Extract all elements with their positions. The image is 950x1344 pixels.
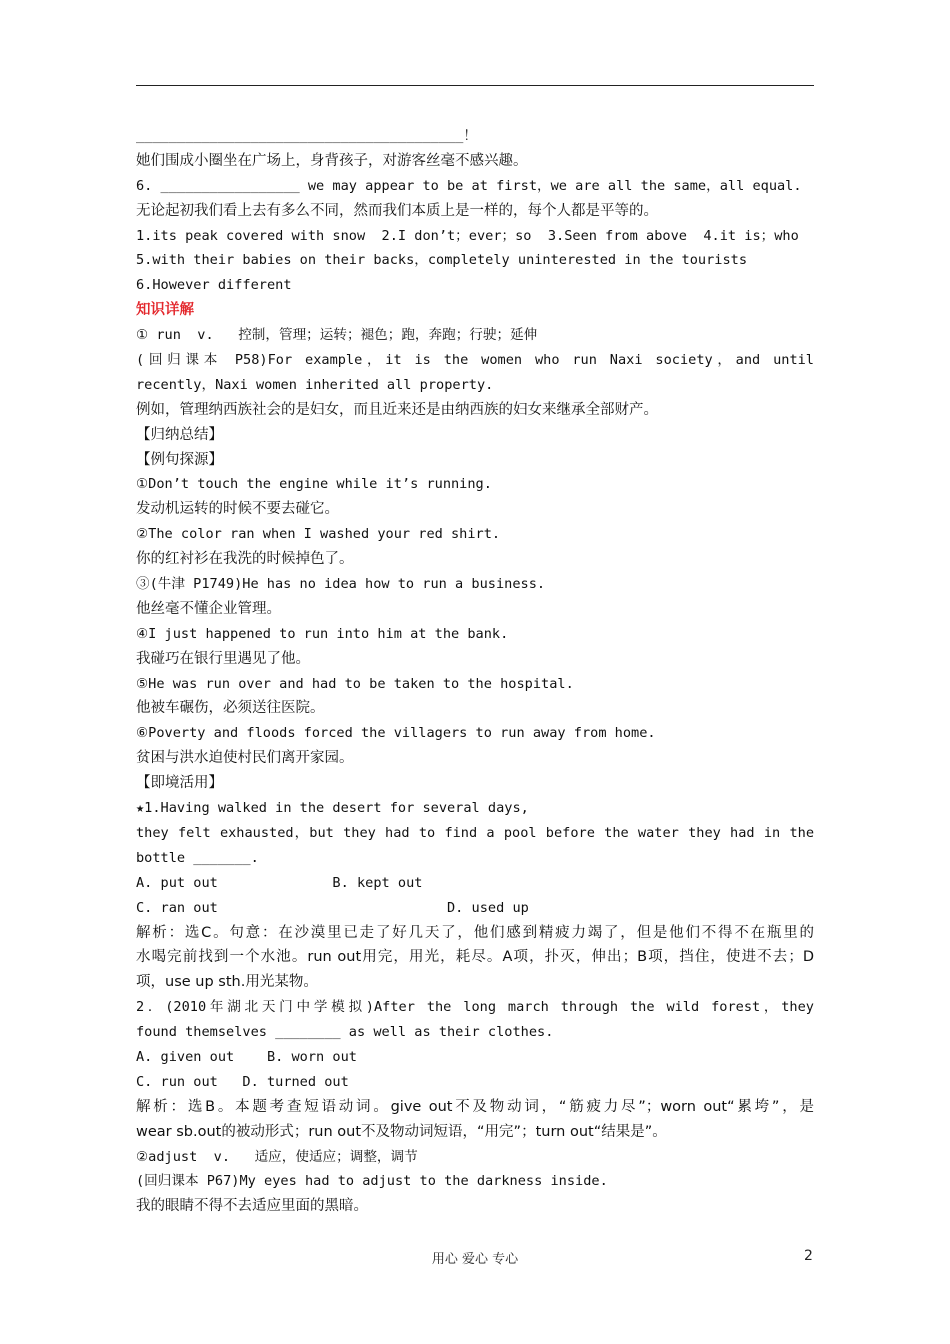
- header-rule: [136, 85, 814, 86]
- translation-line: 我的眼睛不得不去适应里面的黑暗。: [136, 1198, 368, 1215]
- example-translation: 发动机运转的时候不要去碰它。: [136, 501, 339, 518]
- page-number: 2: [804, 1248, 813, 1264]
- question-1-options: A. put out B. kept out: [136, 874, 423, 891]
- document-body: [136, 124, 814, 1219]
- example-sentence: ⑥Poverty and floods forced the villagers to run away from home.: [136, 725, 656, 742]
- example-sentence: ①Don’t touch the engine while it’s running.: [136, 476, 492, 493]
- vocab-entry-run: ① run v. 控制，管理；运转；褪色；跑，奔跑；行驶；延伸: [136, 327, 538, 344]
- question-2-stem: 2．(2010年湖北天门中学模拟)After the long march through the wild forest，they: [136, 999, 814, 1016]
- question-2-explanation: 解析：选B。本题考查短语动词。give out不及物动词，“筋疲力尽”；worn out“累垮”，是: [136, 1098, 814, 1115]
- subheading-summary: 【归纳总结】: [136, 426, 223, 443]
- section-heading: 知识详解: [136, 302, 194, 319]
- question-1-stem: bottle _______.: [136, 849, 259, 866]
- example-translation: 他丝毫不懂企业管理。: [136, 600, 281, 617]
- question-1-stem: they felt exhausted，but they had to find a pool before the water they had in the: [136, 824, 814, 841]
- subheading-practice: 【即境活用】: [136, 775, 223, 792]
- question-2-options: A. given out B. worn out: [136, 1048, 357, 1065]
- example-translation: 我碰巧在银行里遇见了他。: [136, 650, 310, 667]
- question-2-options: C. run out D. turned out: [136, 1073, 349, 1090]
- example-sentence: ④I just happened to run into him at the bank.: [136, 625, 509, 642]
- question-1-explanation: 项，use up sth.用光某物。: [136, 974, 318, 991]
- exercise-line-6: 6. _________________ we may appear to be at first，we are all the same，all equal.: [136, 177, 802, 194]
- question-1-explanation: 水喝完前找到一个水池。run out用完，用光，耗尽。A项，扑灭，伸出；B项，挡住，使进不去；D: [136, 949, 814, 966]
- question-1-explanation: 解析：选C。句意：在沙漠里已走了好几天了，他们感到精疲力竭了，但是他们不得不在瓶里的: [136, 924, 814, 941]
- example-translation: 他被车碾伤，必须送往医院。: [136, 700, 325, 717]
- answer-blank-line: ________________________________________！: [136, 128, 477, 144]
- translation-line: 无论起初我们看上去有多么不同，然而我们本质上是一样的，每个人都是平等的。: [136, 202, 658, 219]
- example-translation: 你的红衬衫在我洗的时候掉色了。: [136, 551, 354, 568]
- example-translation: 贫困与洪水迫使村民们离开家园。: [136, 750, 354, 767]
- question-2-stem: found themselves ________ as well as their clothes.: [136, 1024, 554, 1041]
- example-sentence: ⑤He was run over and had to be taken to the hospital.: [136, 675, 574, 692]
- footer-motto: 用心 爱心 专心: [431, 1252, 519, 1267]
- question-1-options: C. ran out D. used up: [136, 899, 529, 916]
- translation-line: 她们围成小圈坐在广场上，身背孩子，对游客丝毫不感兴趣。: [136, 152, 528, 169]
- answer-key-line: 1.its peak covered with snow 2.I don’t；ever；so 3.Seen from above 4.it is；who: [136, 227, 799, 244]
- example-sentence: ②The color ran when I washed your red shirt.: [136, 526, 501, 543]
- question-2-explanation: wear sb.out的被动形式；run out不及物动词短语，“用完”；turn out“结果是”。: [136, 1123, 667, 1140]
- translation-line: 例如，管理纳西族社会的是妇女，而且近来还是由纳西族的妇女来继承全部财产。: [136, 401, 658, 418]
- example-sentence: ③(牛津 P1749)He has no idea how to run a business.: [136, 576, 546, 593]
- question-1-stem: ★1.Having walked in the desert for several days,: [136, 800, 529, 817]
- vocab-entry-adjust: ②adjust v. 适应，使适应；调整，调节: [136, 1148, 418, 1165]
- page-footer: [0, 1248, 950, 1268]
- answer-key-line: 5.with their babies on their backs，completely uninterested in the tourists: [136, 252, 748, 269]
- textbook-example-line: (回归课本 P67)My eyes had to adjust to the darkness inside.: [136, 1173, 608, 1190]
- textbook-example-line: recently，Naxi women inherited all property.: [136, 376, 494, 393]
- textbook-example-line: (回归课本 P58)For example，it is the women who run Naxi society，and until: [136, 352, 814, 369]
- subheading-examples: 【例句探源】: [136, 451, 223, 468]
- answer-key-line: 6.However different: [136, 277, 292, 294]
